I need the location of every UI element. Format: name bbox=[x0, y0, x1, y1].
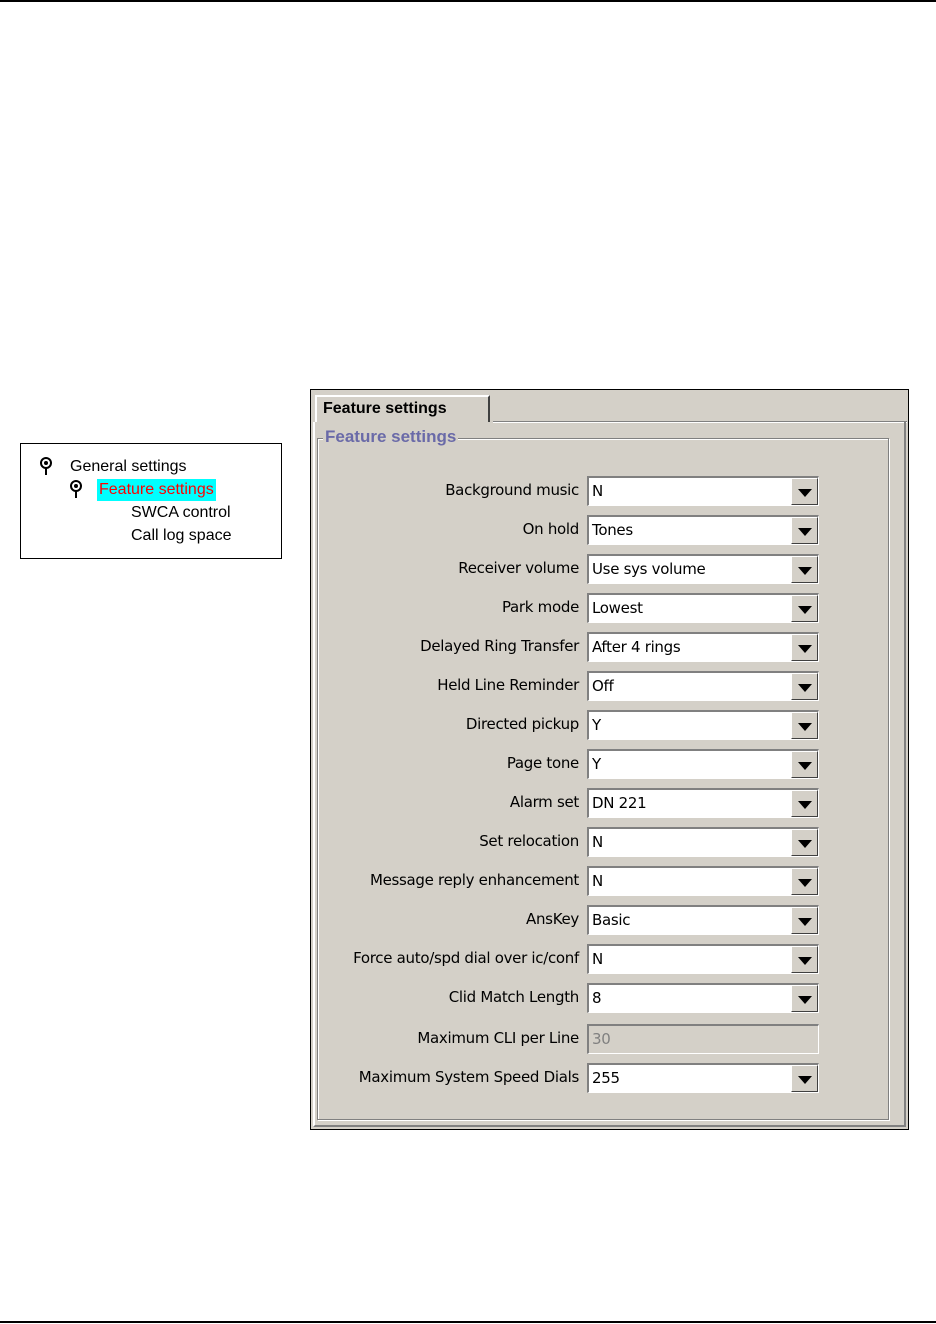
dropdown-button[interactable] bbox=[791, 517, 818, 544]
chevron-down-icon bbox=[798, 528, 812, 536]
dropdown-button[interactable] bbox=[791, 478, 818, 505]
dropdown-button[interactable] bbox=[791, 985, 818, 1012]
form-row bbox=[311, 905, 910, 935]
feature-settings-dialog bbox=[310, 389, 909, 1130]
dropdown-button[interactable] bbox=[791, 556, 818, 583]
form-row bbox=[311, 866, 910, 896]
dropdown[interactable] bbox=[587, 632, 819, 662]
dropdown-value: N bbox=[592, 950, 603, 968]
form-row bbox=[311, 983, 910, 1013]
form-row bbox=[311, 1024, 910, 1054]
dropdown-value: Lowest bbox=[592, 599, 643, 617]
dropdown[interactable] bbox=[587, 749, 819, 779]
chevron-down-icon bbox=[798, 879, 812, 887]
dropdown-button[interactable] bbox=[791, 712, 818, 739]
dropdown[interactable] bbox=[587, 1063, 819, 1093]
chevron-down-icon bbox=[798, 840, 812, 848]
dropdown-value: 8 bbox=[592, 989, 602, 1007]
tree-item-label: Call log space bbox=[131, 527, 232, 544]
form-row bbox=[311, 749, 910, 779]
disabled-text-field bbox=[587, 1024, 819, 1054]
chevron-down-icon bbox=[798, 918, 812, 926]
form-row bbox=[311, 476, 910, 506]
tree-item-label: SWCA control bbox=[131, 504, 231, 521]
dropdown[interactable] bbox=[587, 515, 819, 545]
dropdown-button[interactable] bbox=[791, 595, 818, 622]
dropdown[interactable] bbox=[587, 866, 819, 896]
tree-item-label-selected: Feature settings bbox=[97, 479, 216, 501]
dropdown[interactable] bbox=[587, 476, 819, 506]
dropdown[interactable] bbox=[587, 593, 819, 623]
form-row bbox=[311, 554, 910, 584]
chevron-down-icon bbox=[798, 762, 812, 770]
chevron-down-icon bbox=[798, 801, 812, 809]
top-rule bbox=[0, 0, 936, 2]
field-label: Directed pickup bbox=[465, 715, 579, 733]
form-row bbox=[311, 788, 910, 818]
dropdown[interactable] bbox=[587, 554, 819, 584]
chevron-down-icon bbox=[798, 645, 812, 653]
pin-icon bbox=[39, 457, 53, 477]
field-label: Delayed Ring Transfer bbox=[420, 637, 579, 655]
field-label: Held Line Reminder bbox=[437, 676, 579, 694]
chevron-down-icon bbox=[798, 996, 812, 1004]
field-label: Force auto/spd dial over ic/conf bbox=[353, 949, 579, 967]
field-label: Background music bbox=[445, 481, 579, 499]
dropdown[interactable] bbox=[587, 827, 819, 857]
dropdown[interactable] bbox=[587, 983, 819, 1013]
chevron-down-icon bbox=[798, 606, 812, 614]
form-row bbox=[311, 671, 910, 701]
form-row bbox=[311, 593, 910, 623]
dropdown[interactable] bbox=[587, 788, 819, 818]
dropdown[interactable] bbox=[587, 905, 819, 935]
field-label: AnsKey bbox=[526, 910, 579, 928]
dropdown-button[interactable] bbox=[791, 1065, 818, 1092]
dropdown-value: DN 221 bbox=[592, 794, 647, 812]
field-label: Alarm set bbox=[509, 793, 579, 811]
text-field-value: 30 bbox=[592, 1030, 611, 1048]
field-label: Message reply enhancement bbox=[369, 871, 579, 889]
dropdown-value: N bbox=[592, 833, 603, 851]
chevron-down-icon bbox=[798, 1076, 812, 1084]
chevron-down-icon bbox=[798, 489, 812, 497]
tab-feature-settings[interactable]: Feature settings bbox=[315, 395, 490, 422]
form-row bbox=[311, 710, 910, 740]
dropdown-button[interactable] bbox=[791, 673, 818, 700]
bottom-rule bbox=[0, 1321, 936, 1323]
dropdown-button[interactable] bbox=[791, 829, 818, 856]
form-row bbox=[311, 632, 910, 662]
field-label: Page tone bbox=[506, 754, 579, 772]
chevron-down-icon bbox=[798, 957, 812, 965]
settings-tree bbox=[20, 443, 282, 559]
dropdown-value: N bbox=[592, 482, 603, 500]
dropdown-value: Y bbox=[592, 716, 601, 734]
dropdown-value: 255 bbox=[592, 1069, 620, 1087]
dropdown[interactable] bbox=[587, 710, 819, 740]
dropdown-value: Off bbox=[592, 677, 614, 695]
dropdown-value: N bbox=[592, 872, 603, 890]
pin-icon bbox=[69, 480, 83, 500]
dropdown-button[interactable] bbox=[791, 634, 818, 661]
field-label: On hold bbox=[522, 520, 579, 538]
dropdown-button[interactable] bbox=[791, 907, 818, 934]
dropdown-value: Y bbox=[592, 755, 601, 773]
form-row bbox=[311, 944, 910, 974]
chevron-down-icon bbox=[798, 684, 812, 692]
dropdown-button[interactable] bbox=[791, 790, 818, 817]
dropdown-value: After 4 rings bbox=[592, 638, 681, 656]
form-row bbox=[311, 515, 910, 545]
dropdown[interactable] bbox=[587, 944, 819, 974]
field-label: Set relocation bbox=[479, 832, 579, 850]
chevron-down-icon bbox=[798, 567, 812, 575]
field-label: Park mode bbox=[501, 598, 579, 616]
dropdown-button[interactable] bbox=[791, 868, 818, 895]
dropdown-value: Basic bbox=[592, 911, 631, 929]
group-title: Feature settings bbox=[325, 427, 457, 446]
dropdown-button[interactable] bbox=[791, 751, 818, 778]
dropdown-button[interactable] bbox=[791, 946, 818, 973]
chevron-down-icon bbox=[798, 723, 812, 731]
field-label: Clid Match Length bbox=[448, 988, 579, 1006]
form-row bbox=[311, 827, 910, 857]
dropdown-value: Use sys volume bbox=[592, 560, 706, 578]
field-label: Receiver volume bbox=[458, 559, 579, 577]
dropdown[interactable] bbox=[587, 671, 819, 701]
dropdown-value: Tones bbox=[592, 521, 633, 539]
tree-item-label: General settings bbox=[70, 458, 187, 475]
form-row bbox=[311, 1063, 910, 1093]
field-label: Maximum System Speed Dials bbox=[358, 1068, 579, 1086]
field-label: Maximum CLI per Line bbox=[417, 1029, 579, 1047]
